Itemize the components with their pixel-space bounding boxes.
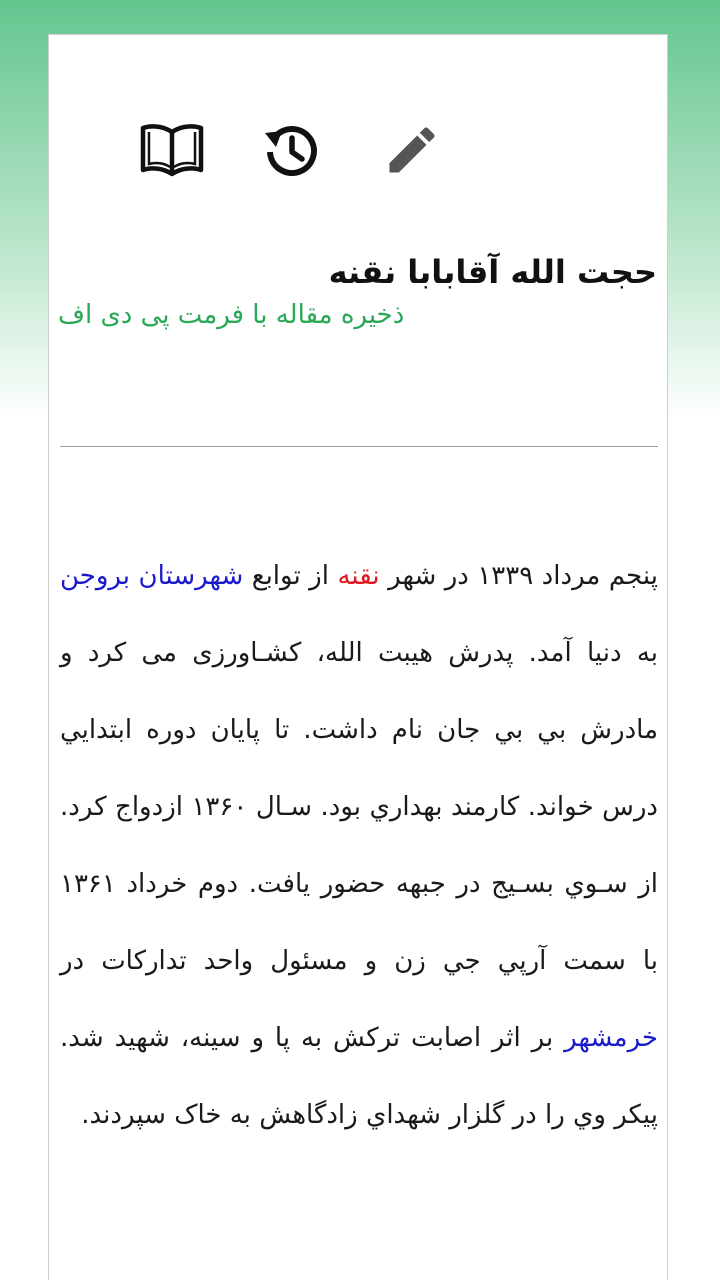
body-text: به دنیا آمد. پدرش هیبت الله، کشـاورزی می کرد و مادرش بي بي جان نام داشت. تا پایان دوره ابتدايي درس خواند. کارمند بهداري بود. سـال ۱۳۶۰ ازدواج کرد. از سـوي بسـیج در جبهه حضور یافت. دوم خرداد ۱۳۶۱ با سمت آرپي جي زن و مسئول واحد تدارکات در [60, 638, 658, 976]
body-text: از توابع [243, 561, 338, 591]
history-icon [263, 121, 321, 179]
content-divider [60, 446, 658, 447]
link-borujen-county[interactable]: شهرستان بروجن [60, 561, 244, 591]
pencil-icon [382, 120, 442, 180]
link-khorramshahr[interactable]: خرمشهر [564, 1023, 658, 1053]
body-text: پنجم مرداد ۱۳۳۹ در شهر [379, 561, 658, 591]
open-book-icon [139, 122, 205, 178]
read-button[interactable] [137, 115, 207, 185]
article-toolbar [49, 115, 667, 185]
save-pdf-link[interactable]: ذخیره مقاله با فرمت پی دی اف [58, 300, 405, 330]
body-text: بر اثر اصابت ترکش به پا و سینه، شهید شد. پیکر وي را در گلزار شهداي زادگاهش به خاک سپردند. [60, 1023, 658, 1130]
history-button[interactable] [257, 115, 327, 185]
link-naghneh[interactable]: نقنه [337, 561, 380, 591]
article-body [60, 538, 658, 1154]
edit-button[interactable] [377, 115, 447, 185]
article-title: حجت الله آقابابا نقنه [328, 253, 657, 291]
